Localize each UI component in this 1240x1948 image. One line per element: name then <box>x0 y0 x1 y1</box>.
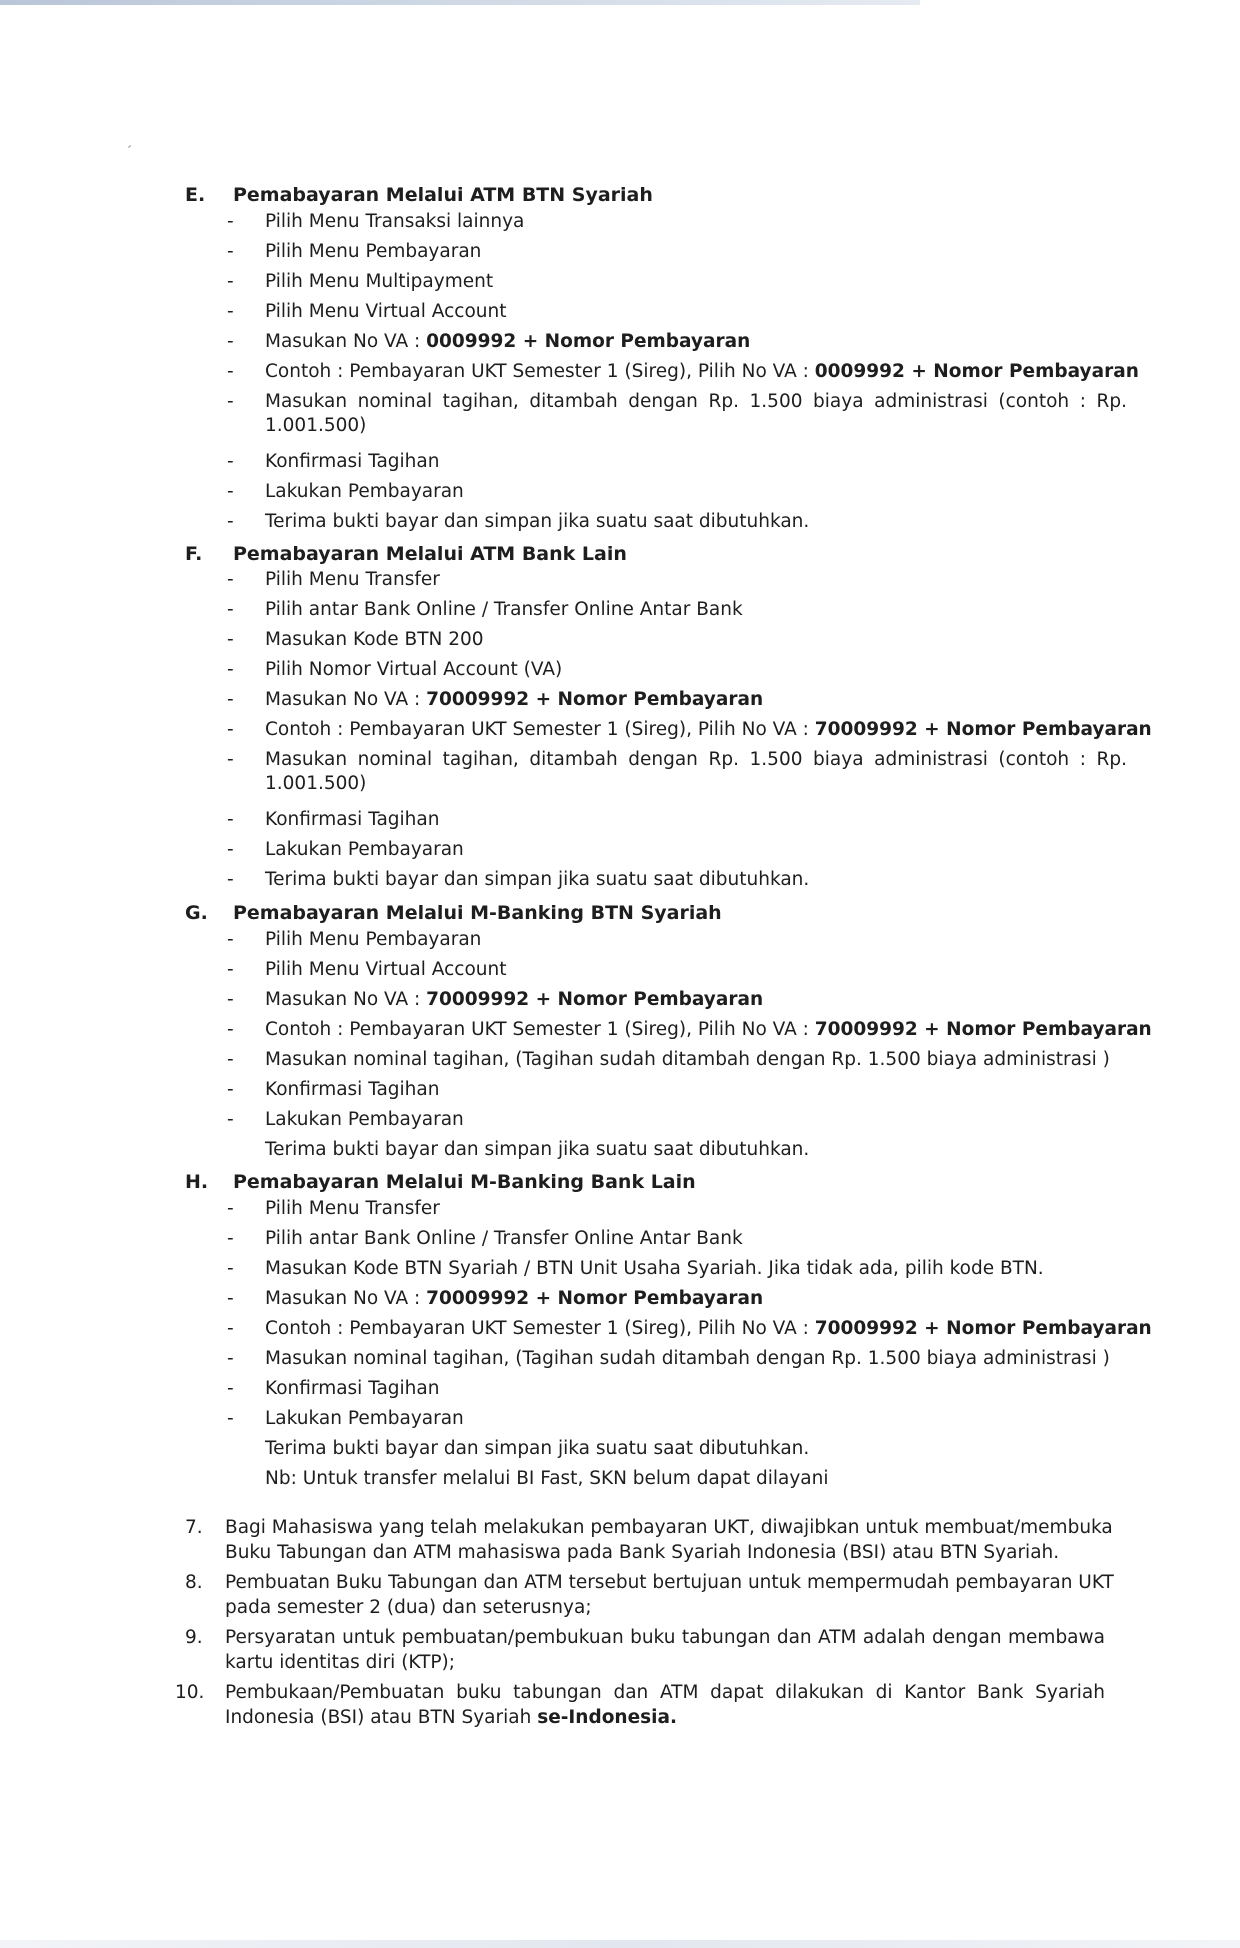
list-dash: - <box>227 869 234 890</box>
list-item-text <box>265 748 1127 796</box>
list-item <box>227 1257 1147 1287</box>
list-dash: - <box>227 301 234 322</box>
list-dash: - <box>227 1378 234 1399</box>
item-line <box>225 1650 1105 1675</box>
list-item <box>227 510 1147 540</box>
list-item-label: Masukan No VA : <box>265 989 427 1010</box>
list-dash: - <box>227 1348 234 1369</box>
list-item-text: Konfirmasi Tagihan <box>265 1378 440 1399</box>
list-dash: - <box>227 719 234 740</box>
list-dash: - <box>227 1079 234 1100</box>
list-item <box>227 688 1147 718</box>
va-number: 70009992 + Nomor Pembayaran <box>426 989 764 1010</box>
list-item <box>227 838 1147 868</box>
list-item-text: Lakukan Pembayaran <box>265 1408 464 1429</box>
list-item-text <box>265 988 763 1012</box>
item-line: Bagi Mahasiswa yang telah melakukan pembayaran UKT, diwajibkan untuk membuat/membuka <box>225 1517 1113 1538</box>
section-title: Pemabayaran Melalui M-Banking Bank Lain <box>233 1171 696 1193</box>
list-item-text <box>265 360 1139 384</box>
list-item-text: Masukan nominal tagihan, (Tagihan sudah ditambah dengan Rp. 1.500 biaya administrasi ) <box>265 1348 1110 1369</box>
step-list <box>227 210 1147 540</box>
list-dash: - <box>227 1288 234 1309</box>
numbered-item <box>185 1570 1135 1625</box>
list-item-text: Pilih Menu Multipayment <box>265 271 494 292</box>
section-title: Pemabayaran Melalui ATM BTN Syariah <box>233 184 653 206</box>
list-item-text: Pilih antar Bank Online / Transfer Online Antar Bank <box>265 599 743 620</box>
list-dash: - <box>227 1258 234 1279</box>
list-item <box>227 1347 1147 1377</box>
item-line <box>225 1705 1105 1730</box>
list-dash: - <box>227 331 234 352</box>
list-item-label: Contoh : Pembayaran UKT Semester 1 (Sireg), Pilih No VA : <box>265 1318 815 1339</box>
list-item <box>227 1377 1147 1407</box>
list-dash: - <box>227 929 234 950</box>
list-item-text: Pilih Menu Pembayaran <box>265 241 482 262</box>
list-dash: - <box>227 271 234 292</box>
item-text <box>225 1570 1114 1620</box>
section-title: Pemabayaran Melalui M-Banking BTN Syariah <box>233 902 722 924</box>
list-item <box>227 390 1147 450</box>
list-dash: - <box>227 1228 234 1249</box>
section-title: Pemabayaran Melalui ATM Bank Lain <box>233 543 627 565</box>
scan-speck <box>128 145 131 148</box>
list-item-text: Masukan Kode BTN 200 <box>265 629 484 650</box>
item-number: 8. <box>185 1572 203 1593</box>
list-item <box>227 568 1147 598</box>
list-dash: - <box>227 1318 234 1339</box>
list-item <box>227 868 1147 898</box>
list-item-text: Pilih Menu Virtual Account <box>265 959 507 980</box>
list-item <box>227 958 1147 988</box>
list-dash: - <box>227 391 234 412</box>
item-line-text: Buku Tabungan dan ATM mahasiswa pada Bank Syariah Indonesia (BSI) atau BTN Syariah. <box>225 1542 1060 1563</box>
list-dash: - <box>227 511 234 532</box>
section-letter: E. <box>185 184 206 206</box>
list-item-label: Masukan No VA : <box>265 689 427 710</box>
scan-top-edge <box>0 0 920 5</box>
list-item-label: Contoh : Pembayaran UKT Semester 1 (Sireg), Pilih No VA : <box>265 719 815 740</box>
list-item-text: Konfirmasi Tagihan <box>265 809 440 830</box>
list-dash: - <box>227 959 234 980</box>
list-item <box>227 718 1152 748</box>
item-line-bold: se-Indonesia. <box>537 1707 678 1728</box>
item-number: 7. <box>185 1517 203 1538</box>
item-line-text: pada semester 2 (dua) dan seterusnya; <box>225 1597 592 1618</box>
list-item-text <box>265 390 1127 438</box>
list-item-text: Pilih Nomor Virtual Account (VA) <box>265 659 563 680</box>
list-dash: - <box>227 241 234 262</box>
section-letter: H. <box>185 1171 209 1193</box>
list-dash: - <box>227 1408 234 1429</box>
va-number: 70009992 + Nomor Pembayaran <box>814 1019 1152 1040</box>
item-number: 10. <box>175 1682 205 1703</box>
list-item-text: Konfirmasi Tagihan <box>265 451 440 472</box>
list-item <box>227 1467 1147 1497</box>
list-item-text <box>265 1317 1152 1341</box>
list-item-text: Masukan Kode BTN Syariah / BTN Unit Usaha Syariah. Jika tidak ada, pilih kode BTN. <box>265 1258 1044 1279</box>
list-item-text: Terima bukti bayar dan simpan jika suatu saat dibutuhkan. <box>265 511 810 532</box>
list-dash: - <box>227 481 234 502</box>
list-item <box>227 1287 1147 1317</box>
list-item-text: Pilih Menu Transfer <box>265 1198 440 1219</box>
list-item-text: Lakukan Pembayaran <box>265 481 464 502</box>
list-item-text: Pilih Menu Pembayaran <box>265 929 482 950</box>
item-line <box>225 1540 1105 1565</box>
item-text <box>225 1680 1105 1730</box>
section-letter: F. <box>185 543 203 565</box>
numbered-item <box>175 1680 1135 1735</box>
list-item-line: Masukan nominal tagihan, ditambah dengan Rp. 1.500 biaya administrasi (contoh : Rp. <box>265 391 1127 412</box>
list-item-text: Pilih Menu Transaksi lainnya <box>265 211 525 232</box>
va-number: 70009992 + Nomor Pembayaran <box>426 1288 764 1309</box>
list-dash: - <box>227 809 234 830</box>
item-text <box>225 1515 1113 1565</box>
list-item <box>227 658 1147 688</box>
step-list <box>227 1197 1152 1497</box>
list-item-text: Masukan nominal tagihan, (Tagihan sudah ditambah dengan Rp. 1.500 biaya administrasi ) <box>265 1049 1110 1070</box>
item-line: Pembukaan/Pembuatan buku tabungan dan ATM dapat dilakukan di Kantor Bank Syariah <box>225 1682 1105 1703</box>
list-item-text <box>265 330 750 354</box>
list-item-text: Pilih Menu Transfer <box>265 569 440 590</box>
section-letter: G. <box>185 902 208 924</box>
list-item <box>227 240 1147 270</box>
list-item <box>227 300 1147 330</box>
item-line-text: Indonesia (BSI) atau BTN Syariah <box>225 1707 538 1728</box>
va-number: 0009992 + Nomor Pembayaran <box>814 361 1139 382</box>
va-number: 70009992 + Nomor Pembayaran <box>814 1318 1152 1339</box>
list-item <box>227 1197 1147 1227</box>
list-item-line: 1.001.500) <box>265 773 367 794</box>
list-item <box>227 330 1147 360</box>
item-line-text: kartu identitas diri (KTP); <box>225 1652 456 1673</box>
item-number: 9. <box>185 1627 203 1648</box>
list-item <box>227 1048 1147 1078</box>
list-dash: - <box>227 569 234 590</box>
list-item-text: Lakukan Pembayaran <box>265 1109 464 1130</box>
list-item-text: Terima bukti bayar dan simpan jika suatu saat dibutuhkan. <box>265 1139 810 1160</box>
step-list <box>227 568 1152 898</box>
item-text <box>225 1625 1105 1675</box>
list-item-text: Lakukan Pembayaran <box>265 839 464 860</box>
list-item-text: Pilih antar Bank Online / Transfer Online Antar Bank <box>265 1228 743 1249</box>
va-number: 70009992 + Nomor Pembayaran <box>426 689 764 710</box>
list-item <box>227 1108 1147 1138</box>
list-dash: - <box>227 629 234 650</box>
list-item-text: Terima bukti bayar dan simpan jika suatu saat dibutuhkan. <box>265 1438 810 1459</box>
list-item <box>227 1317 1152 1347</box>
list-item-text <box>265 1018 1152 1042</box>
list-dash: - <box>227 659 234 680</box>
list-item <box>227 808 1147 838</box>
list-item <box>227 1227 1147 1257</box>
numbered-list <box>175 1515 1135 1735</box>
list-dash: - <box>227 689 234 710</box>
list-item <box>227 628 1147 658</box>
list-item <box>227 1437 1147 1467</box>
list-item-text <box>265 1287 763 1311</box>
list-item-text <box>265 688 763 712</box>
item-line <box>225 1595 1105 1620</box>
list-item-text <box>265 718 1152 742</box>
list-dash: - <box>227 749 234 770</box>
list-item <box>227 270 1147 300</box>
list-item <box>227 450 1147 480</box>
list-item <box>227 1018 1152 1048</box>
list-dash: - <box>227 1198 234 1219</box>
list-item <box>227 360 1147 390</box>
list-dash: - <box>227 839 234 860</box>
list-item-line: Masukan nominal tagihan, ditambah dengan Rp. 1.500 biaya administrasi (contoh : Rp. <box>265 749 1127 770</box>
list-item <box>227 480 1147 510</box>
numbered-item <box>185 1515 1135 1570</box>
list-dash: - <box>227 1019 234 1040</box>
list-item <box>227 210 1147 240</box>
step-list <box>227 928 1152 1168</box>
list-item-label: Contoh : Pembayaran UKT Semester 1 (Sireg), Pilih No VA : <box>265 361 815 382</box>
list-item-text: Pilih Menu Virtual Account <box>265 301 507 322</box>
list-dash: - <box>227 989 234 1010</box>
list-dash: - <box>227 599 234 620</box>
list-item-label: Masukan No VA : <box>265 331 427 352</box>
list-item <box>227 928 1147 958</box>
numbered-item <box>185 1625 1135 1680</box>
list-item <box>227 748 1147 808</box>
list-item <box>227 1407 1147 1437</box>
item-line: Persyaratan untuk pembuatan/pembukuan buku tabungan dan ATM adalah dengan membawa <box>225 1627 1105 1648</box>
list-dash: - <box>227 1049 234 1070</box>
list-item-text: Nb: Untuk transfer melalui BI Fast, SKN belum dapat dilayani <box>265 1468 829 1489</box>
list-dash: - <box>227 211 234 232</box>
list-dash: - <box>227 1109 234 1130</box>
list-item <box>227 598 1147 628</box>
list-item <box>227 1078 1147 1108</box>
list-item <box>227 1138 1147 1168</box>
scan-bottom-edge <box>0 1940 1240 1948</box>
list-item-text: Terima bukti bayar dan simpan jika suatu saat dibutuhkan. <box>265 869 810 890</box>
list-item-line: 1.001.500) <box>265 415 367 436</box>
list-item-label: Masukan No VA : <box>265 1288 427 1309</box>
va-number: 70009992 + Nomor Pembayaran <box>814 719 1152 740</box>
list-item-label: Contoh : Pembayaran UKT Semester 1 (Sireg), Pilih No VA : <box>265 1019 815 1040</box>
list-item <box>227 988 1147 1018</box>
list-dash: - <box>227 451 234 472</box>
item-line: Pembuatan Buku Tabungan dan ATM tersebut bertujuan untuk mempermudah pembayaran UKT <box>225 1572 1114 1593</box>
list-dash: - <box>227 361 234 382</box>
list-item-text: Konfirmasi Tagihan <box>265 1079 440 1100</box>
va-number: 0009992 + Nomor Pembayaran <box>426 331 751 352</box>
